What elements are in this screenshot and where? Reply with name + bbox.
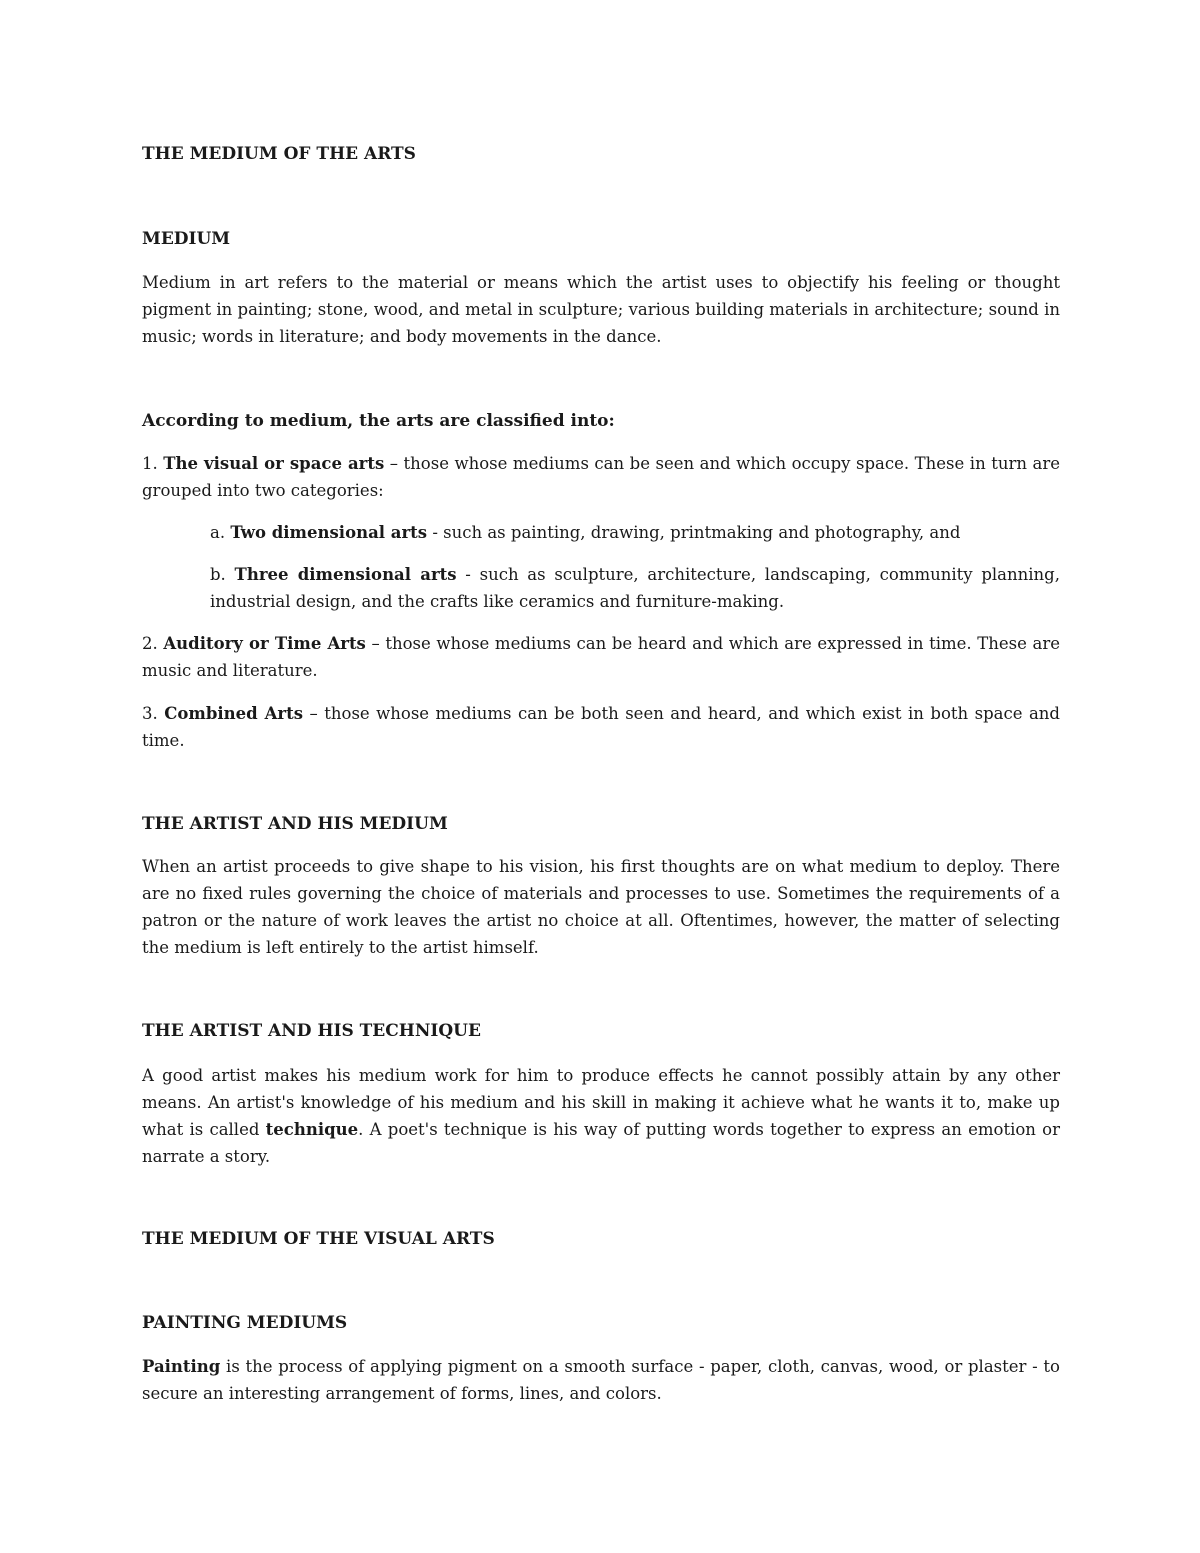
item-term: Two dimensional arts [230, 523, 428, 542]
artist-technique-paragraph [142, 1062, 1060, 1170]
item-number: b. [210, 565, 235, 584]
item-text: – those whose mediums can be heard and which are expressed in time. These are music and literature. [142, 634, 1060, 680]
item-text: - such as sculpture, architecture, landscaping, community planning, industrial design, and the crafts like ceramics and furniture-making. [210, 565, 1060, 611]
technique-text-before: A good artist makes his medium work for him to produce effects he cannot possibly attain by any other means. An artist's knowledge of his medium and his skill in making it achieve what he wants it to, make up what is called [142, 1066, 1060, 1139]
classification-item-3 [142, 700, 1060, 754]
item-number: 2. [142, 634, 164, 653]
item-text: – those whose mediums can be both seen and heard, and which exist in both space and time. [142, 704, 1060, 750]
painting-mediums-heading: PAINTING MEDIUMS [142, 1313, 348, 1333]
artist-medium-heading: THE ARTIST AND HIS MEDIUM [142, 814, 448, 834]
item-term: Three dimensional arts [234, 565, 457, 584]
item-number: 3. [142, 704, 165, 723]
classification-heading: According to medium, the arts are classified into: [142, 411, 615, 431]
item-term: Combined Arts [164, 704, 304, 723]
item-text: - such as painting, drawing, printmaking and photography, and [427, 523, 961, 542]
painting-text: is the process of applying pigment on a smooth surface - paper, cloth, canvas, wood, or plaster - to secure an interesting arrangement of forms, lines, and colors. [142, 1357, 1060, 1403]
item-number: 1. [142, 454, 164, 473]
artist-medium-paragraph: When an artist proceeds to give shape to his vision, his first thoughts are on what medium to deploy. There are no fixed rules governing the choice of materials and processes to use. Sometimes the requirements of a patron or the nature of work leaves the artist no choice at all. Oftentimes, however, the matter of selecting the medium is left entirely to the artist himself. [142, 857, 1060, 957]
painting-term: Painting [142, 1357, 221, 1376]
item-term: Auditory or Time Arts [163, 634, 366, 653]
classification-item-1b [210, 561, 1060, 615]
classification-item-2 [142, 630, 1060, 684]
technique-text-after: . A poet's technique is his way of putting words together to express an emotion or narrate a story. [142, 1120, 1060, 1166]
technique-term: technique [265, 1120, 359, 1139]
medium-heading: MEDIUM [142, 229, 231, 249]
visual-arts-heading: THE MEDIUM OF THE VISUAL ARTS [142, 1229, 495, 1249]
item-term: The visual or space arts [163, 454, 385, 473]
document-title: THE MEDIUM OF THE ARTS [142, 144, 416, 164]
artist-technique-heading: THE ARTIST AND HIS TECHNIQUE [142, 1021, 481, 1041]
classification-item-1a [210, 519, 1060, 546]
medium-paragraph: Medium in art refers to the material or means which the artist uses to objectify his feeling or thought pigment in painting; stone, wood, and metal in sculpture; various building materials in architecture; sound in music; words in literature; and body movements in the dance. [142, 273, 1060, 346]
item-text: – those whose mediums can be seen and which occupy space. These in turn are grouped into two categories: [142, 454, 1060, 500]
classification-item-1 [142, 450, 1060, 504]
painting-paragraph [142, 1353, 1060, 1407]
item-number: a. [210, 523, 231, 542]
